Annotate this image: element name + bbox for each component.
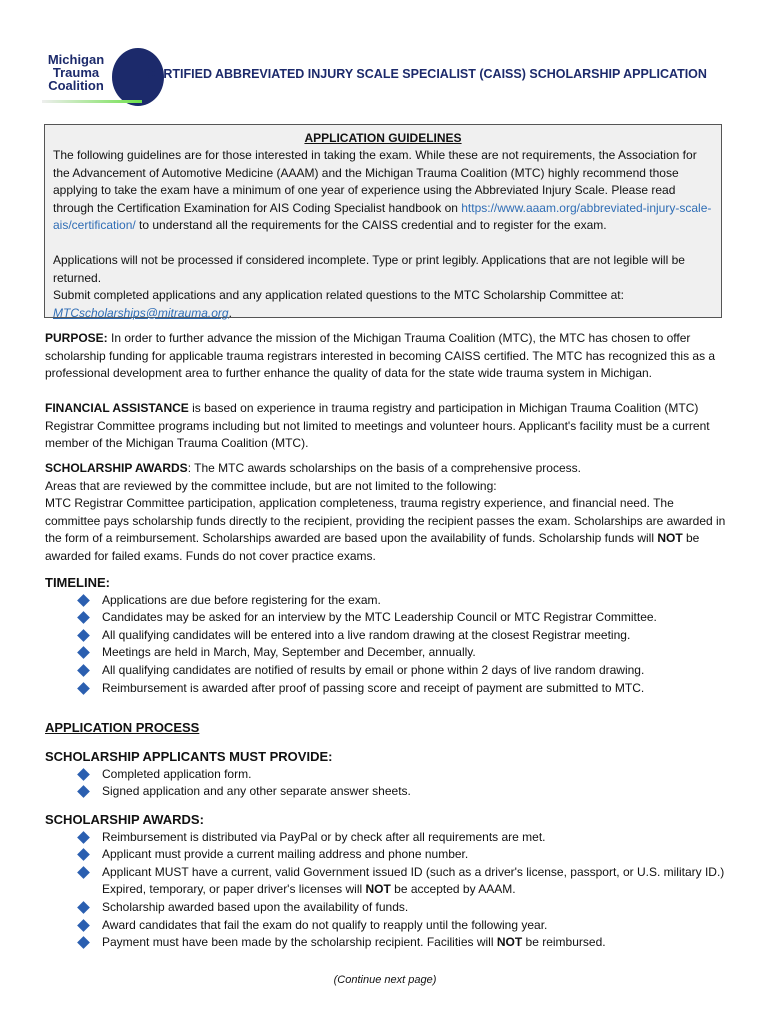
list-item	[77, 662, 730, 680]
logo-line-2: Trauma	[52, 65, 100, 80]
item-text: Award candidates that fail the exam do not qualify to reapply until the following year.	[102, 917, 548, 932]
diamond-bullet-icon	[77, 848, 90, 861]
awards-text-b: be awarded for failed exams. Funds do not cover practice exams.	[45, 531, 700, 563]
item-text: Applications are due before registering for the exam.	[102, 592, 381, 607]
list-item	[77, 829, 730, 847]
diamond-bullet-icon	[77, 936, 90, 949]
item-text: Applicant MUST have a current, valid Government issued ID (such as a driver's license, passport, or U.S. military ID.) Expired, temporary, or paper driver's licenses will	[102, 864, 725, 897]
logo-line-1: Michigan	[47, 52, 105, 67]
award-rules-list	[45, 829, 730, 952]
timeline-list	[45, 592, 730, 698]
financial-paragraph	[45, 400, 730, 453]
aaam-link[interactable]: https://www.aaam.org/abbreviated-injury-scale-ais/certification/	[53, 200, 712, 233]
list-item	[77, 783, 730, 801]
logo-line-3: Coalition	[48, 78, 104, 93]
awards-text: : The MTC awards scholarships on the basis of a comprehensive process.	[187, 461, 581, 475]
item-text: Applicant must provide a current mailing address and phone number.	[102, 847, 469, 862]
process-section	[45, 719, 730, 737]
diamond-bullet-icon	[77, 785, 90, 798]
pay-not: NOT	[496, 935, 523, 950]
submit-note: Submit completed applications and any application related questions to the MTC Scholarship Committee at:	[53, 288, 624, 303]
awards-line3	[45, 495, 730, 565]
provide-section	[45, 748, 730, 801]
list-item	[77, 592, 730, 610]
item-text: Reimbursement is awarded after proof of passing score and receipt of payment are submitted to MTC.	[102, 680, 645, 695]
diamond-bullet-icon	[77, 611, 90, 624]
financial-text: is based on experience in trauma registry and participation in Michigan Trauma Coalition (MTC) Registrar Committee programs including but not limited to meetings and volunteer hours. Applicant's facility must be a current member of the Michigan Trauma Coalition (MTC).	[45, 401, 710, 451]
item-text: be reimbursed.	[522, 935, 606, 950]
provide-list	[45, 766, 730, 801]
list-item	[77, 864, 730, 899]
page-title: CERTIFIED ABBREVIATED INJURY SCALE SPECIALIST (CAISS) SCHOLARSHIP APPLICATION	[146, 67, 707, 81]
item-text: Scholarship awarded based upon the availability of funds.	[102, 899, 409, 914]
purpose-text: In order to further advance the mission of the Michigan Trauma Coalition (MTC), the MTC has chosen to offer scholarship funding for applicable trauma registrars interested in becoming CAISS certified. The MTC has recognized this as a professional development area to further enhance the quality of data for the state wide trauma system in Michigan.	[45, 331, 716, 381]
diamond-bullet-icon	[77, 866, 90, 879]
list-item	[77, 680, 730, 698]
awards-section	[45, 460, 730, 566]
list-item	[77, 934, 730, 952]
item-text: Signed application and any other separate answer sheets.	[102, 784, 411, 799]
list-item	[77, 766, 730, 784]
diamond-bullet-icon	[77, 919, 90, 932]
guidelines-text-after: to understand all the requirements for the CAISS credential and to register for the exam.	[135, 218, 607, 233]
awards-text-a: MTC Registrar Committee participation, application completeness, trauma registry experience, and financial need. The committee pays scholarship funds directly to the recipient, providing the recipient passes the exam. Scholarships are awarded in the form of a reimbursement. Scholarships awarded are based upon the availability of funds. Scholarship funds will	[45, 496, 726, 546]
purpose-label: PURPOSE:	[45, 331, 108, 345]
list-item	[77, 644, 730, 662]
diamond-bullet-icon	[77, 647, 90, 660]
email-link[interactable]: MTCscholarships@mitrauma.org	[53, 305, 229, 320]
award-rules-section	[45, 811, 730, 952]
diamond-bullet-icon	[77, 831, 90, 844]
logo-underline	[42, 100, 142, 103]
guidelines-paragraph	[53, 147, 713, 235]
guidelines-heading: APPLICATION GUIDELINES	[304, 131, 462, 145]
process-heading: APPLICATION PROCESS	[45, 720, 200, 735]
diamond-bullet-icon	[77, 594, 90, 607]
list-item	[77, 609, 730, 627]
incomplete-note: Applications will not be processed if considered incomplete. Type or print legibly. Applications that are not legible will be returned.	[53, 252, 685, 285]
provide-heading: SCHOLARSHIP APPLICANTS MUST PROVIDE:	[45, 749, 333, 764]
guidelines-text: The following guidelines are for those interested in taking the exam. While these are not requirements, the Association for the Advancement of Automotive Medicine (AAAM) and the Michigan Trauma Coalition (MTC) highly recommend those applying to take the exam have a minimum of one year of experience using the Abbreviated Injury Scale. Please read through the Certification Examination for AIS Coding Specialist handbook on	[53, 148, 697, 215]
item-text: Completed application form.	[102, 766, 252, 781]
list-item	[77, 899, 730, 917]
logo-text	[44, 53, 108, 92]
timeline-heading: TIMELINE:	[45, 575, 110, 590]
list-item	[77, 917, 730, 935]
diamond-bullet-icon	[77, 768, 90, 781]
timeline-section	[45, 574, 730, 697]
item-text: Candidates may be asked for an interview by the MTC Leadership Council or MTC Registrar Committee.	[102, 610, 657, 625]
item-text: Reimbursement is distributed via PayPal or by check after all requirements are met.	[102, 829, 546, 844]
diamond-bullet-icon	[77, 664, 90, 677]
diamond-bullet-icon	[77, 629, 90, 642]
awards-line2: Areas that are reviewed by the committee include, but are not limited to the following:	[45, 478, 497, 493]
item-text: Payment must have been made by the scholarship recipient. Facilities will	[102, 935, 497, 950]
id-not: NOT	[365, 882, 391, 897]
period: .	[228, 305, 232, 320]
diamond-bullet-icon	[77, 682, 90, 695]
item-text: Meetings are held in March, May, September and December, annually.	[102, 645, 476, 660]
award-rules-heading: SCHOLARSHIP AWARDS:	[45, 812, 204, 827]
purpose-paragraph	[45, 330, 730, 383]
diamond-bullet-icon	[77, 901, 90, 914]
list-item	[77, 627, 730, 645]
guidelines-box	[44, 124, 722, 318]
awards-label: SCHOLARSHIP AWARDS	[45, 461, 188, 475]
continue-note: (Continue next page)	[333, 974, 437, 986]
item-text: be accepted by AAAM.	[390, 882, 516, 897]
financial-label: FINANCIAL ASSISTANCE	[45, 401, 189, 415]
list-item	[77, 846, 730, 864]
item-text: All qualifying candidates will be entered into a live random drawing at the closest Registrar meeting.	[102, 627, 631, 642]
awards-not: NOT	[657, 531, 683, 546]
item-text: All qualifying candidates are notified of results by email or phone within 2 days of live random drawing.	[102, 662, 645, 677]
